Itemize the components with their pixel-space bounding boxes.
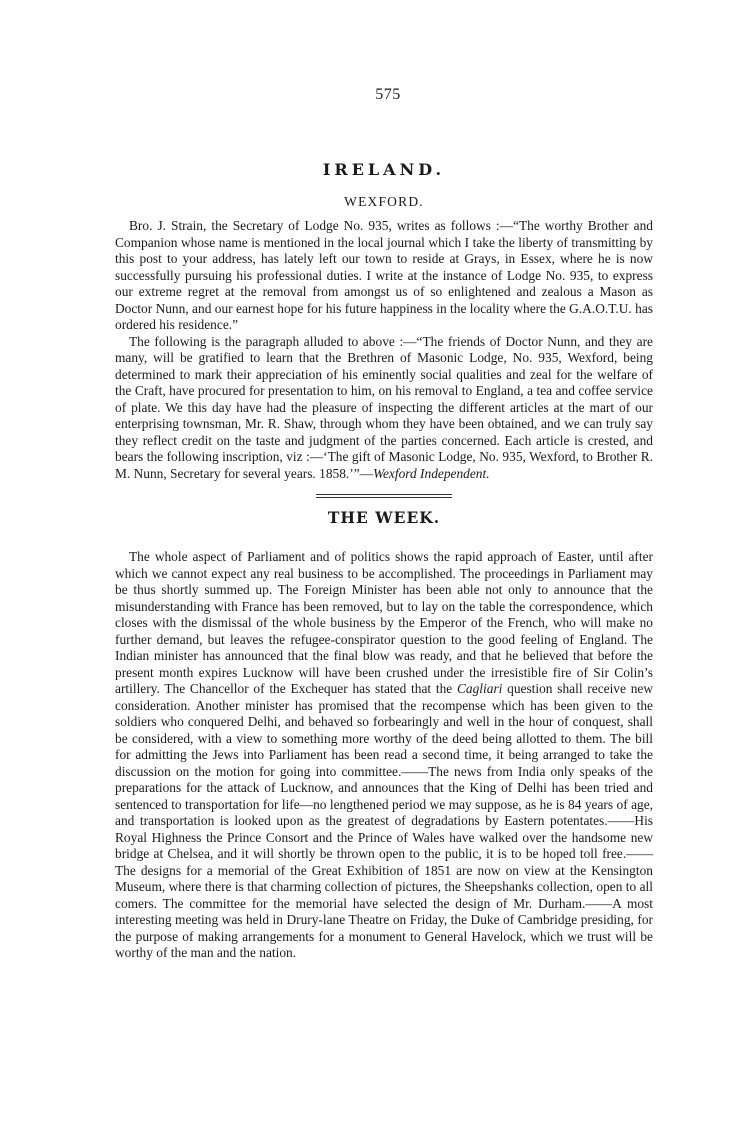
ireland-paragraph-2-text: The following is the paragraph alluded to above :—“The friends of Doctor Nunn, and they are many, will be gratified to learn that the Brethren of Masonic Lodge, No. 935, Wexford, being determined to mark their appreciation of his eminently social qualities and zeal for the welfare of the Craft, have procured for presentation to him, on his removal to England, a tea and coffee service of plate. We this day have had the pleasure of inspecting the different articles at the mart of our enterprising townsman, Mr. R. Shaw, through whom they have been obtained, and we can truly say they reflect credit on the taste and judgment of the parties concerned. Each article is crested, and bears the following inscription, viz :—‘The gift of Masonic Lodge, No. 935, Wexford, to Brother R. M. Nunn, Secretary for several years. 1858.’”— [115, 333, 653, 481]
week-paragraph-part-1: The whole aspect of Parliament and of politics shows the rapid approach of Easter, until after which we cannot expect any real business to be accomplished. The proceedings in Parliament may be thus shortly summed up. The Foreign Minister has been able not only to announce that the misunderstanding with France has been removed, but to lay on the table the correspondence, which closes with the dismissal of the whole business by the Emperor of the French, who will make no further demand, but leaves the refugee-conspirator question to the good feeling of England. The Indian minister has announced that the final blow was ready, and that he believed that before the present month expires Lucknow will have been crushed under the irresistible fire of Sir Colin’s artillery. The Chancellor of the Exchequer has stated that the [115, 549, 653, 696]
ireland-paragraph-1: Bro. J. Strain, the Secretary of Lodge No. 935, writes as follows :—“The worthy Brother and Companion whose name is mentioned in the local journal which I take the liberty of transmitting by this post to your address, has lately left our town to reside at Grays, in Essex, where he is now successfully pursuing his professional duties. I write at the instance of Lodge No. 935, to express our extreme regret at the removal from amongst us of so enlightened and zealous a Mason as Doctor Nunn, and our earnest hope for his future happiness in the locality where the G.A.O.T.U. has ordered his residence.” [115, 218, 653, 332]
page-content [115, 86, 653, 962]
section-title-the-week: THE WEEK. [327, 508, 441, 527]
subhead-wexford: WEXFORD. [344, 194, 424, 209]
page-number: 575 [375, 86, 401, 103]
section-divider [316, 494, 452, 498]
italic-ship-name: Cagliari [456, 681, 503, 696]
week-paragraph-part-2: question shall receive new consideration. Another minister has promised that the recompense which has been given to the soldiers who conquered Delhi, and behaved so forbearingly and well in the hour of conquest, shall be considered, with a view to something more worthy of the deed being allotted to them. The bill for admitting the Jews into Parliament has been read a second time, it being arranged to take the discussion on the motion for going into committee.——The news from India only speaks of the preparations for the attack of Lucknow, and announces that the King of Delhi has been tried and sentenced to transportation for life—no lengthened period we may suppose, as he is 84 years of age, and transportation is looked upon as the greatest of degradations by Eastern potentates.——His Royal Highness the Prince Consort and the Prince of Wales have walked over the handsome new bridge at Chelsea, and it will shortly be thrown open to the public, it is to be hoped toll free.——The designs for a memorial of the Great Exhibition of 1851 are now on view at the Kensington Museum, where there is that charming collection of pictures, the Sheepshanks collection, open to all comers. The committee for the memorial have selected the design of Mr. Durham.——A most interesting meeting was held in Drury-lane Theatre on Friday, the Duke of Cambridge presiding, for the purpose of making arrangements for a monument to General Havelock, which we trust will be worthy of the man and the nation. [115, 681, 654, 960]
week-paragraph [115, 549, 653, 962]
ireland-paragraph-2 [115, 334, 653, 483]
section-title-ireland: IRELAND. [322, 160, 446, 179]
source-citation: Wexford Independent. [373, 465, 490, 481]
divider-rule-thick [316, 494, 452, 495]
divider-rule-thin [316, 497, 452, 498]
